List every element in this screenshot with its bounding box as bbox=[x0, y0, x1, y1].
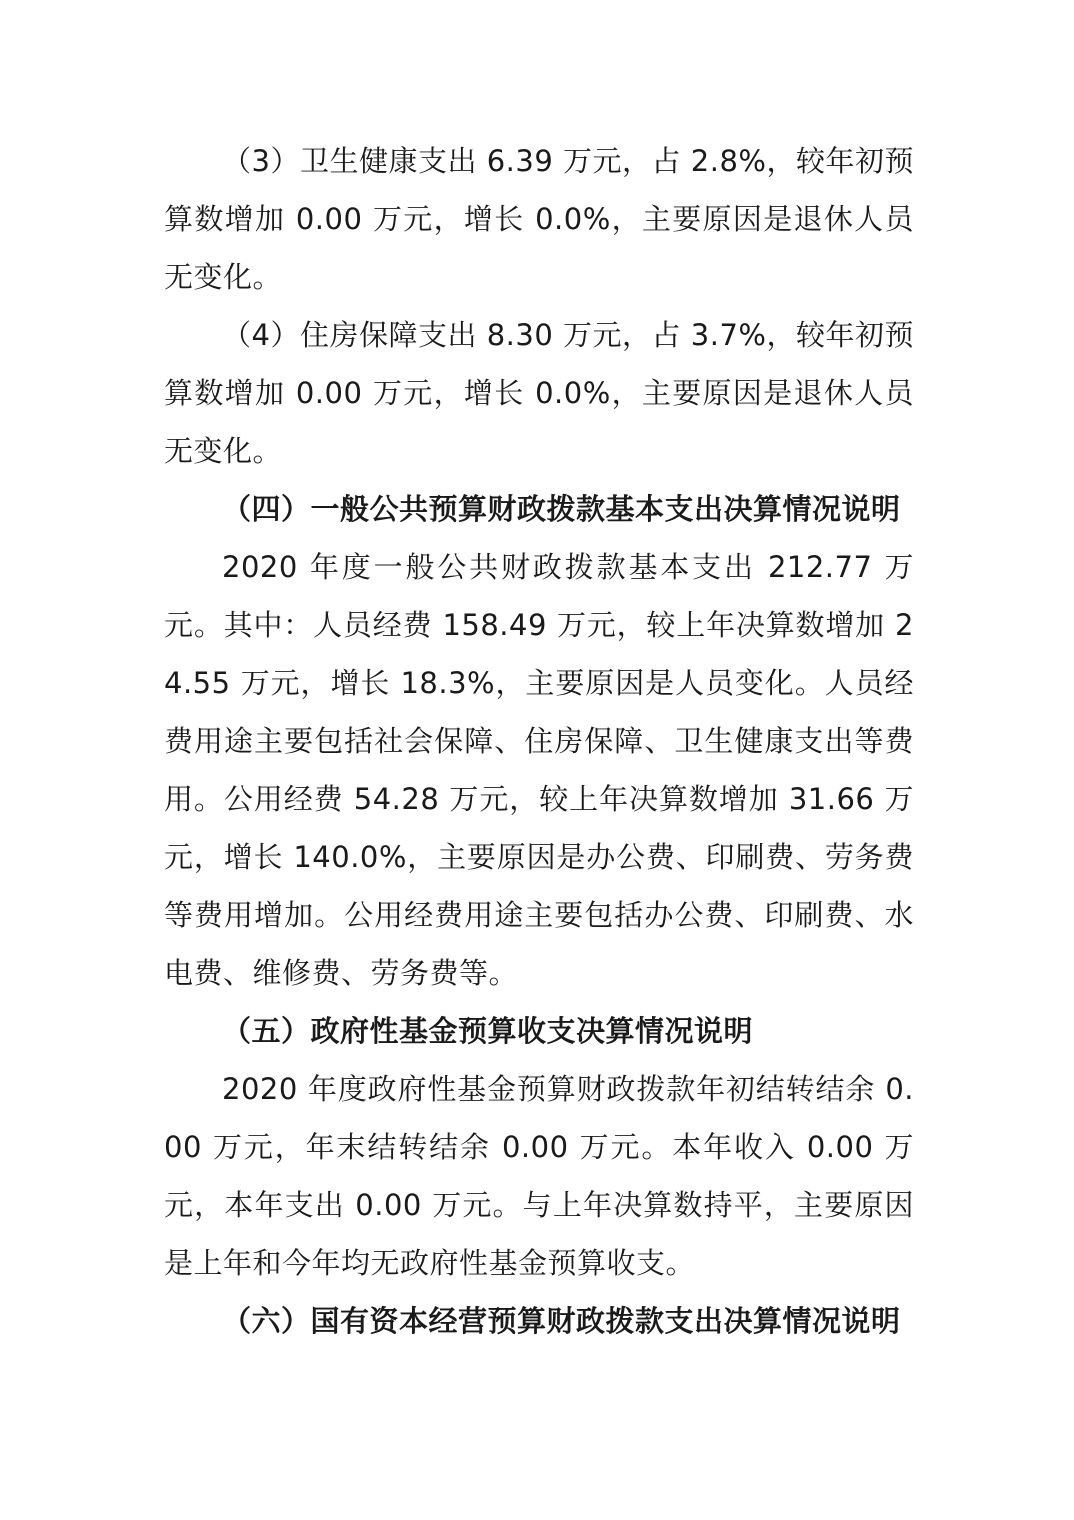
para-basic-expenditure: 2020 年度一般公共财政拨款基本支出 212.77 万元。其中：人员经费 158.49 万元，较上年决算数增加 24.55 万元，增长 18.3%，主要原因是人员变化。人员经费用途主要包括社会保障、住房保障、卫生健康支出等费用。公用经费 54.28 万元，较上年决算数增加 31.66 万元，增长 140.0%，主要原因是办公费、印刷费、劳务费等费用增加。公用经费用途主要包括办公费、印刷费、水电费、维修费、劳务费等。 bbox=[164, 550, 914, 990]
para-health-expenditure: （3）卫生健康支出 6.39 万元，占 2.8%，较年初预算数增加 0.00 万元，增长 0.0%，主要原因是退休人员无变化。 bbox=[164, 144, 914, 294]
heading-section-6: （六）国有资本经营预算财政拨款支出决算情况说明 bbox=[222, 1304, 901, 1338]
document-body bbox=[164, 132, 914, 1350]
para-government-fund: 2020 年度政府性基金预算财政拨款年初结转结余 0.00 万元，年末结转结余 0.00 万元。本年收入 0.00 万元，本年支出 0.00 万元。与上年决算数持平，主要原因是上年和今年均无政府性基金预算收支。 bbox=[164, 1072, 914, 1280]
heading-section-5: （五）政府性基金预算收支决算情况说明 bbox=[222, 1014, 754, 1048]
para-housing-expenditure: （4）住房保障支出 8.30 万元，占 3.7%，较年初预算数增加 0.00 万元，增长 0.0%，主要原因是退休人员无变化。 bbox=[164, 318, 914, 468]
heading-section-4: （四）一般公共预算财政拨款基本支出决算情况说明 bbox=[222, 492, 901, 526]
